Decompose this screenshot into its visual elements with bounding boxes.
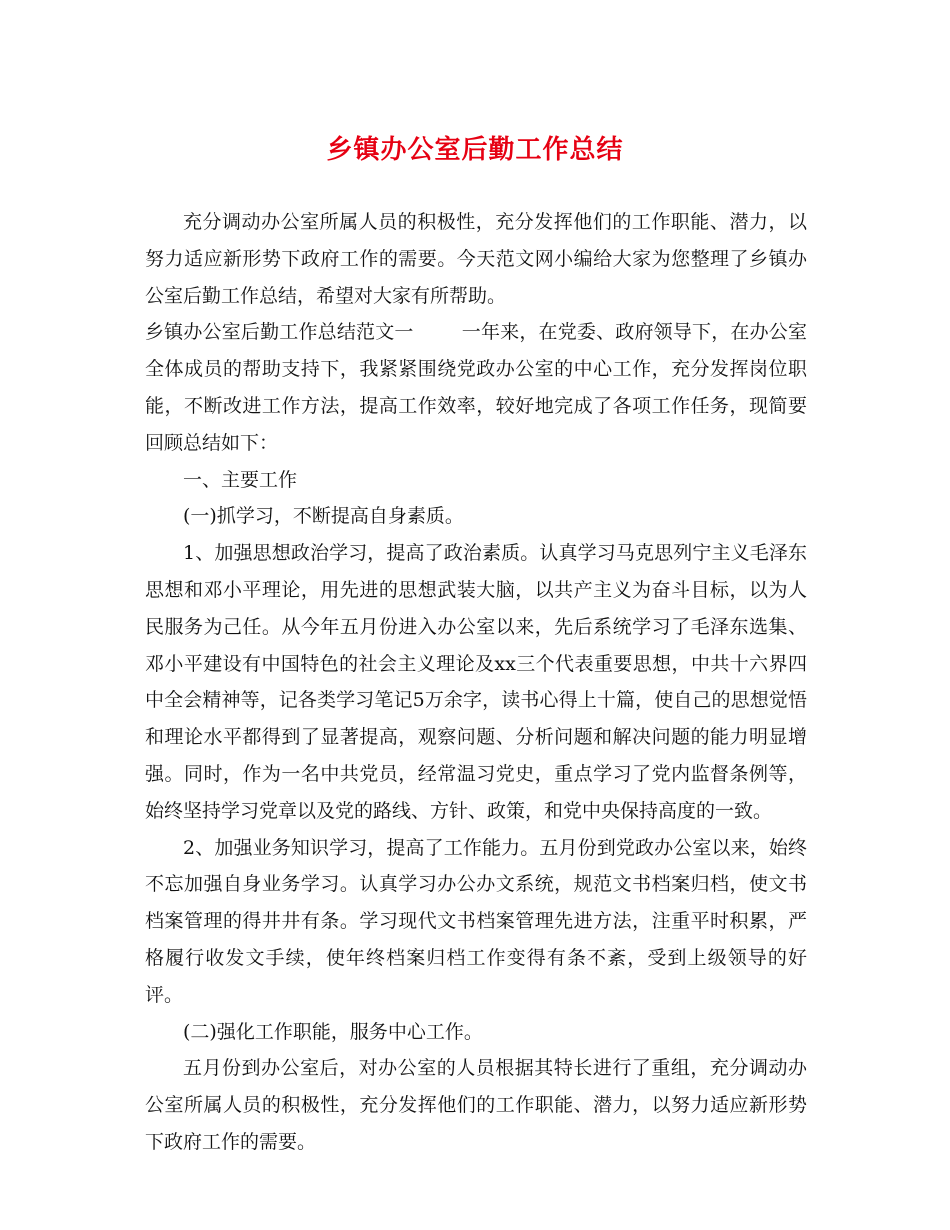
section-heading: 一、主要工作 xyxy=(183,468,298,491)
item-paragraph: 1、加强思想政治学习，提高了政治素质。认真学习马克思列宁主义毛泽东思想和邓小平理论，用先进的思想武装大脑，以共产主义为奋斗目标，以为人民服务为己任。从今年五月份进入办公室以来，先后系统学习了毛泽东选集、邓小平建设有中国特色的社会主义理论及xx三个代表重要思想，中共十六界四中全会精神等，记各类学习笔记5万余字，读书心得上十篇，使自己的思想觉悟和理论水平都得到了显著提高，观察问题、分析问题和解决问题的能力明显增强。同时，作为一名中共党员，经常温习党史，重点学习了党内监督条例等，始终坚持学习党章以及党的路线、方针、政策，和党中央保持高度的一致。 xyxy=(145,542,807,822)
document-body xyxy=(145,204,807,1161)
document-title: 乡镇办公室后勤工作总结 xyxy=(326,135,624,165)
sample-paragraph xyxy=(145,314,807,461)
sample-opening: 一年来，在党委、政府领导下，在办公室全体成员的帮助支持下，我紧紧围绕党政办公室的中心工作，充分发挥岗位职能，不断改进工作方法，提高工作效率，较好地完成了各项工作任务，现简要回顾总结如下： xyxy=(145,321,807,454)
subsection-heading: (一)抓学习，不断提高自身素质。 xyxy=(183,505,464,528)
item-paragraph: 五月份到办公室后，对办公室的人员根据其特长进行了重组，充分调动办公室所属人员的积极性，充分发挥他们的工作职能、潜力，以努力适应新形势下政府工作的需要。 xyxy=(145,1057,807,1153)
sample-heading: 乡镇办公室后勤工作总结范文一 xyxy=(145,321,414,344)
item-paragraph: 2、加强业务知识学习，提高了工作能力。五月份到党政办公室以来，始终不忘加强自身业务学习。认真学习办公办文系统，规范文书档案归档，使文书档案管理的得井井有条。学习现代文书档案管理先进方法，注重平时积累，严格履行收发文手续，使年终档案归档工作变得有条不紊，受到上级领导的好评。 xyxy=(145,836,807,1006)
subsection-heading: (二)强化工作职能，服务中心工作。 xyxy=(183,1020,483,1043)
intro-paragraph: 充分调动办公室所属人员的积极性，充分发挥他们的工作职能、潜力，以努力适应新形势下政府工作的需要。今天范文网小编给大家为您整理了乡镇办公室后勤工作总结，希望对大家有所帮助。 xyxy=(145,211,807,307)
